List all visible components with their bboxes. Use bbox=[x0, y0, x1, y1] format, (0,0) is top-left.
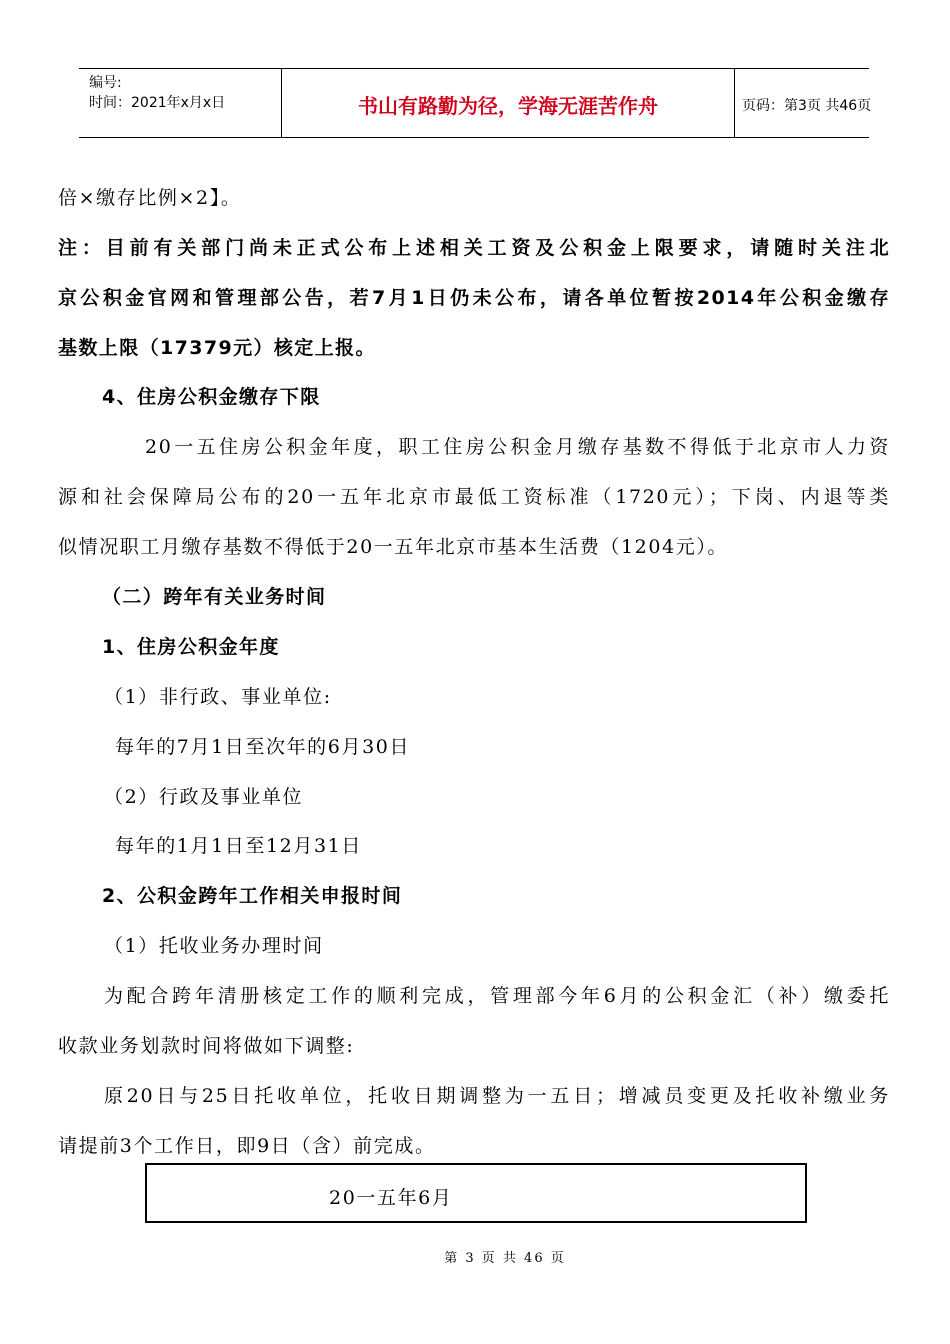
header-info-cell bbox=[79, 69, 281, 137]
paragraph-line: 似情况职工月缴存基数不得低于20一五年北京市基本生活费（1204元）。 bbox=[58, 536, 729, 558]
paragraph-line: 收款业务划款时间将做如下调整: bbox=[58, 1035, 355, 1057]
paragraph-line: （2）行政及事业单位 bbox=[104, 786, 304, 808]
table-cell: 20一五年6月 bbox=[329, 1187, 453, 1209]
paragraph-line: （1）非行政、事业单位: bbox=[104, 686, 332, 708]
paragraph-line: 每年的7月1日至次年的6月30日 bbox=[115, 736, 411, 758]
paragraph-line: 倍×缴存比例×2】。 bbox=[58, 187, 242, 209]
time-label: 时间：2021年x月x日 bbox=[89, 95, 226, 111]
motto-text: 书山有路勤为径，学海无涯苦作舟 bbox=[358, 94, 658, 118]
section-heading: 2、公积金跨年工作相关申报时间 bbox=[102, 885, 403, 907]
doc-number-label: 编号: bbox=[89, 75, 122, 91]
note-line: 京公积金官网和管理部公告，若7月1日仍未公布，请各单位暂按2014年公积金缴存 bbox=[58, 287, 890, 309]
paragraph-line: 为配合跨年清册核定工作的顺利完成，管理部今年6月的公积金汇（补）缴委托 bbox=[104, 985, 890, 1007]
section-heading: 4、住房公积金缴存下限 bbox=[102, 386, 321, 408]
paragraph-line: 源和社会保障局公布的20一五年北京市最低工资标准（1720元）；下岗、内退等类 bbox=[58, 486, 890, 508]
note-line: 基数上限（17379元）核定上报。 bbox=[58, 337, 376, 359]
header-page-cell bbox=[734, 69, 872, 137]
paragraph-line: 每年的1月1日至12月31日 bbox=[115, 835, 362, 857]
note-line: 注：目前有关部门尚未正式公布上述相关工资及公积金上限要求，请随时关注北 bbox=[58, 237, 890, 259]
paragraph-line: 原20日与25日托收单位，托收日期调整为一五日；增减员变更及托收补缴业务 bbox=[104, 1085, 890, 1107]
schedule-table bbox=[145, 1163, 807, 1223]
page-number-label: 页码：第3页 共46页 bbox=[742, 98, 872, 114]
section-heading: 1、住房公积金年度 bbox=[102, 636, 280, 658]
header-motto-cell bbox=[281, 69, 735, 137]
paragraph-line: 请提前3个工作日，即9日（含）前完成。 bbox=[58, 1135, 436, 1157]
section-heading: （二）跨年有关业务时间 bbox=[102, 586, 327, 608]
paragraph-line: 20一五住房公积金年度，职工住房公积金月缴存基数不得低于北京市人力资 bbox=[145, 436, 890, 458]
paragraph-line: （1）托收业务办理时间 bbox=[104, 935, 324, 957]
page-footer: 第 3 页 共 46 页 bbox=[444, 1251, 566, 1266]
header-table bbox=[79, 68, 872, 138]
